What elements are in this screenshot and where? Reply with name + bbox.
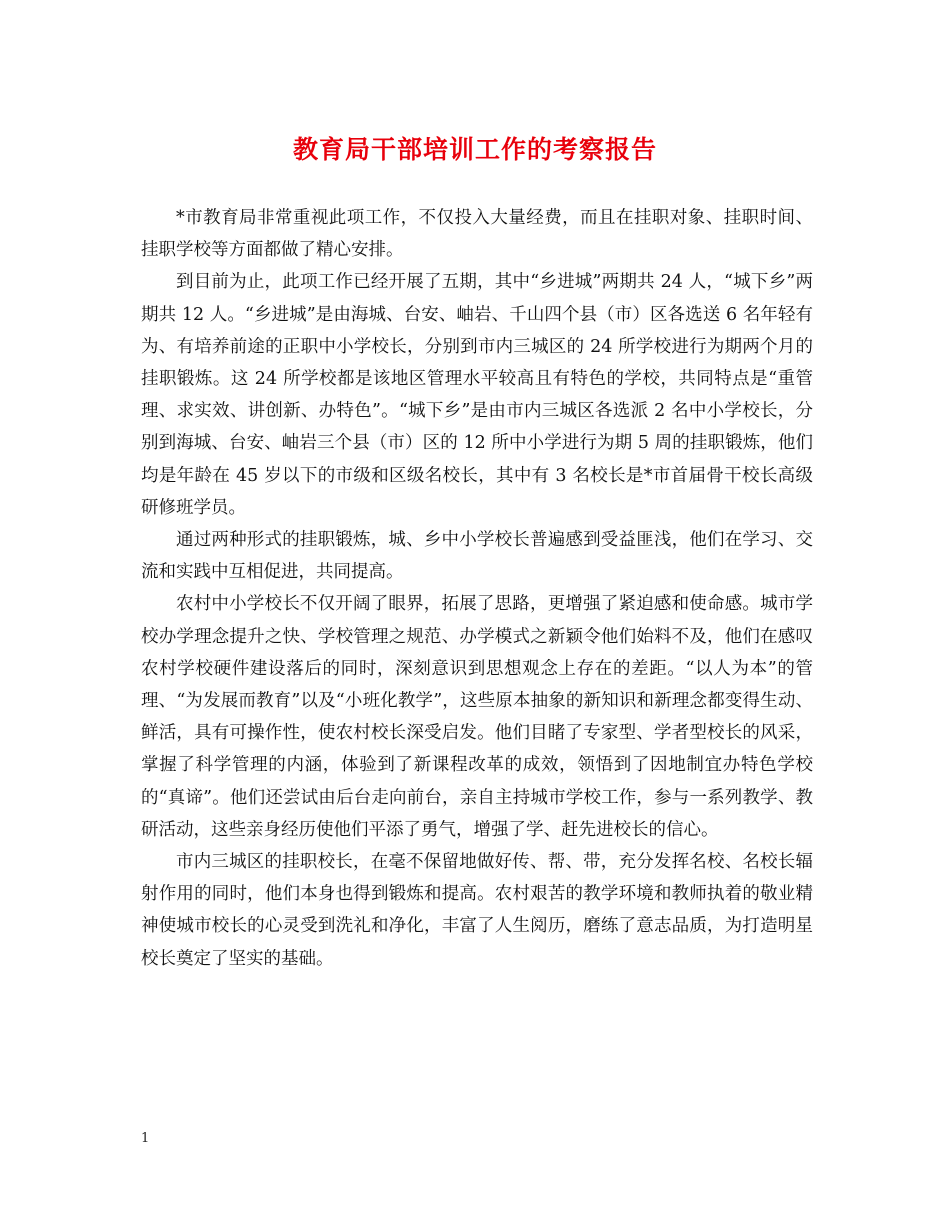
- paragraph-4: 农村中小学校长不仅开阔了眼界，拓展了思路，更增强了紧迫感和使命感。城市学校办学理念提升之快、学校管理之规范、办学模式之新颖令他们始料不及，他们在感叹农村学校硬件建设落后的同时，深刻意识到思想观念上存在的差距。“以人为本”的管理、“为发展而教育”以及“小班化教学”，这些原本抽象的新知识和新理念都变得生动、鲜活，具有可操作性，使农村校长深受启发。他们目睹了专家型、学者型校长的风采，掌握了科学管理的内涵，体验到了新课程改革的成效，领悟到了因地制宜办特色学校的“真谛”。他们还尝试由后台走向前台，亲自主持城市学校工作，参与一系列教学、教研活动，这些亲身经历使他们平添了勇气，增强了学、赶先进校长的信心。: [141, 594, 813, 840]
- paragraph-2: 到目前为止，此项工作已经开展了五期，其中“乡进城”两期共 24 人，“城下乡”两期共 12 人。“乡进城”是由海城、台安、岫岩、千山四个县（市）区各选送 6 名年轻有为、有培养前途的正职中小学校长，分别到市内三城区的 24 所学校进行为期两个月的挂职锻炼。这 24 所学校都是该地区管理水平较高且有特色的学校，共同特点是“重管理、求实效、讲创新、办特色”。“城下乡”是由市内三城区各选派 2 名中小学校长，分别到海城、台安、岫岩三个县（市）区的 12 所中小学进行为期 5 周的挂职锻炼，他们均是年龄在 45 岁以下的市级和区级名校长，其中有 3 名校长是*市首届骨干校长高级研修班学员。: [141, 272, 813, 518]
- paragraph-1: *市教育局非常重视此项工作，不仅投入大量经费，而且在挂职对象、挂职时间、挂职学校等方面都做了精心安排。: [141, 208, 813, 261]
- document-body: [141, 202, 813, 975]
- paragraph-3: 通过两种形式的挂职锻炼，城、乡中小学校长普遍感到受益匪浅，他们在学习、交流和实践中互相促进，共同提高。: [141, 530, 813, 583]
- document-title: 教育局干部培训工作的考察报告: [292, 135, 657, 164]
- paragraph-5: 市内三城区的挂职校长，在毫不保留地做好传、帮、带，充分发挥名校、名校长辐射作用的同时，他们本身也得到锻炼和提高。农村艰苦的教学环境和教师执着的敬业精神使城市校长的心灵受到洗礼和净化，丰富了人生阅历，磨练了意志品质，为打造明星校长奠定了坚实的基础。: [141, 852, 813, 969]
- page-number: 1: [141, 1131, 150, 1146]
